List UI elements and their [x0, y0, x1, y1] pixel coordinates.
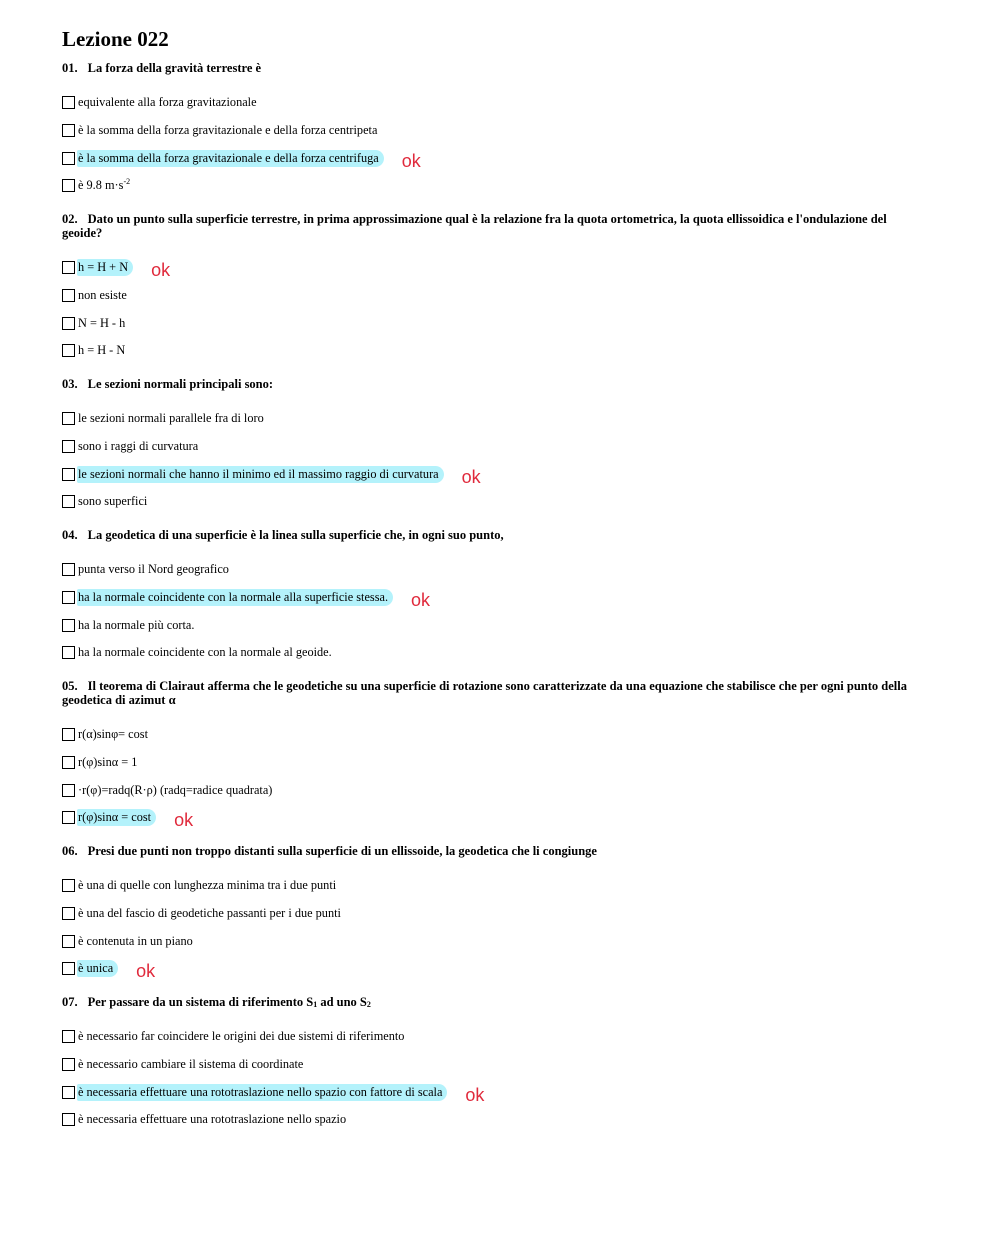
question-number: 07.: [62, 995, 78, 1009]
checkbox[interactable]: [62, 907, 75, 920]
answer-option[interactable]: [62, 309, 922, 337]
checkbox[interactable]: [62, 1030, 75, 1043]
answer-option[interactable]: [62, 337, 922, 365]
question-text-part: Per passare da un sistema di riferimento S: [87, 995, 314, 1009]
answer-label: sono i raggi di curvatura: [78, 439, 199, 454]
answer-label: è 9.8 m·s: [78, 178, 124, 193]
answer-option[interactable]: [62, 460, 922, 488]
question-number: 04.: [62, 528, 78, 542]
answer-text: [77, 960, 118, 977]
checkbox[interactable]: [62, 468, 75, 481]
answer-option[interactable]: [62, 611, 922, 639]
checkbox[interactable]: [62, 317, 75, 330]
answer-option[interactable]: [62, 639, 922, 667]
question-block: [62, 377, 922, 516]
answer-label: ·r(φ)=radq(R·ρ) (radq=radice quadrata): [78, 782, 273, 797]
subscript: 2: [366, 1000, 371, 1009]
checkbox[interactable]: [62, 646, 75, 659]
answer-text: [77, 877, 341, 894]
checkbox[interactable]: [62, 1086, 75, 1099]
question-text: [62, 377, 922, 391]
answer-text: [77, 561, 234, 578]
answer-text: [77, 493, 152, 510]
checkbox[interactable]: [62, 879, 75, 892]
answer-option[interactable]: [62, 488, 922, 516]
answer-label: è la somma della forza gravitazionale e della forza centripeta: [78, 123, 378, 138]
answer-text: [77, 438, 203, 455]
answer-text: [77, 617, 199, 634]
question-label: Il teorema di Clairaut afferma che le geodetiche su una superficie di rotazione sono caratterizzate da una equazione che stabilisce che per ogni punto della geodetica di azimut α: [62, 679, 907, 707]
checkbox[interactable]: [62, 412, 75, 425]
answer-option[interactable]: [62, 1023, 922, 1051]
question-label: Le sezioni normali principali sono:: [87, 377, 274, 391]
answer-label: è una del fascio di geodetiche passanti per i due punti: [78, 906, 341, 921]
answer-text: [77, 287, 132, 304]
answer-label: è necessario far coincidere le origini dei due sistemi di riferimento: [78, 1029, 405, 1044]
superscript: -2: [123, 177, 131, 187]
answer-text: [77, 726, 153, 743]
answer-label: h = H - N: [78, 343, 126, 358]
question-block: [62, 61, 922, 200]
correct-mark: ok: [136, 961, 156, 982]
lesson-title: Lezione 022: [62, 27, 169, 51]
question-label: Presi due punti non troppo distanti sulla superficie di un ellissoide, la geodetica che li congiunge: [87, 844, 597, 858]
answer-option[interactable]: [62, 556, 922, 584]
answer-label: non esiste: [78, 288, 127, 303]
correct-mark: ok: [401, 150, 421, 171]
answer-text: [77, 1056, 308, 1073]
answer-option[interactable]: [62, 804, 922, 832]
answer-option[interactable]: [62, 584, 922, 612]
answer-text: [77, 1111, 351, 1128]
answer-label: le sezioni normali parallele fra di loro: [78, 411, 264, 426]
answer-label: punta verso il Nord geografico: [78, 562, 229, 577]
answer-text: [77, 1084, 447, 1101]
checkbox[interactable]: [62, 1058, 75, 1071]
question-label: La forza della gravità terrestre è: [87, 61, 262, 75]
checkbox[interactable]: [62, 289, 75, 302]
answer-label: è una di quelle con lunghezza minima tra i due punti: [78, 878, 337, 893]
question-number: 02.: [62, 212, 78, 226]
answer-option[interactable]: [62, 144, 922, 172]
answer-text: [77, 754, 142, 771]
question-number: 01.: [62, 61, 78, 75]
answer-text: [77, 782, 277, 799]
answer-label: N = H - h: [78, 315, 126, 330]
checkbox[interactable]: [62, 124, 75, 137]
answer-option[interactable]: [62, 1106, 922, 1134]
answer-text: [77, 644, 337, 661]
answer-option[interactable]: [62, 172, 922, 200]
answer-option[interactable]: [62, 776, 922, 804]
answer-label: è necessaria effettuare una rototraslazione nello spazio con fattore di scala: [78, 1084, 443, 1099]
answer-text: [77, 259, 133, 276]
answer-option[interactable]: [62, 1078, 922, 1106]
answer-option[interactable]: [62, 927, 922, 955]
answer-option[interactable]: [62, 282, 922, 310]
checkbox[interactable]: [62, 935, 75, 948]
answer-label: equivalente alla forza gravitazionale: [78, 95, 257, 110]
question-text: [62, 679, 922, 707]
correct-mark: ok: [465, 1084, 485, 1105]
correct-mark: ok: [411, 590, 431, 611]
checkbox[interactable]: [62, 728, 75, 741]
checkbox[interactable]: [62, 440, 75, 453]
answer-label: sono superfici: [78, 494, 148, 509]
question-label: Dato un punto sulla superficie terrestre, in prima approssimazione qual è la relazione fra la quota ortometrica, la quota ellissoidica e l'ondulazione del geoide?: [62, 212, 887, 240]
question-number: 03.: [62, 377, 78, 391]
question-text: [62, 844, 922, 858]
answer-option[interactable]: [62, 433, 922, 461]
answer-label: ha la normale coincidente con la normale al geoide.: [78, 645, 332, 660]
checkbox[interactable]: [62, 591, 75, 604]
answer-text: [77, 589, 393, 606]
answer-text: [77, 905, 346, 922]
answer-text: [77, 177, 135, 194]
checkbox[interactable]: [62, 495, 75, 508]
question-block: [62, 844, 922, 983]
question-text: [62, 212, 922, 240]
answer-text: [77, 1028, 409, 1045]
subscript: 1: [313, 1000, 318, 1009]
correct-mark: ok: [461, 466, 481, 487]
answer-label: ha la normale più corta.: [78, 617, 195, 632]
question-block: [62, 528, 922, 667]
checkbox[interactable]: [62, 96, 75, 109]
answer-option[interactable]: [62, 254, 922, 282]
question-label: La geodetica di una superficie è la linea sulla superficie che, in ogni suo punto,: [87, 528, 504, 542]
checkbox[interactable]: [62, 784, 75, 797]
answer-option[interactable]: [62, 872, 922, 900]
answer-text: [77, 150, 384, 167]
checkbox[interactable]: [62, 756, 75, 769]
checkbox[interactable]: [62, 619, 75, 632]
answer-option[interactable]: [62, 117, 922, 145]
checkbox[interactable]: [62, 261, 75, 274]
answer-option[interactable]: [62, 89, 922, 117]
answer-text: [77, 809, 156, 826]
checkbox[interactable]: [62, 811, 75, 824]
answer-label: è la somma della forza gravitazionale e della forza centrifuga: [78, 150, 379, 165]
answer-option[interactable]: [62, 955, 922, 983]
answer-option[interactable]: [62, 749, 922, 777]
answer-text: [77, 342, 130, 359]
answer-text: [77, 315, 130, 332]
checkbox[interactable]: [62, 1113, 75, 1126]
answer-label: r(φ)sinα = cost: [78, 810, 152, 825]
answer-label: r(α)sinφ= cost: [78, 727, 148, 742]
answer-text: [77, 933, 198, 950]
checkbox[interactable]: [62, 179, 75, 192]
answer-label: è necessaria effettuare una rototraslazione nello spazio: [78, 1112, 347, 1127]
answer-text: [77, 122, 382, 139]
answer-option[interactable]: [62, 721, 922, 749]
question-block: [62, 679, 922, 832]
answer-option[interactable]: [62, 1051, 922, 1079]
answer-label: è contenuta in un piano: [78, 933, 193, 948]
answer-text: [77, 94, 262, 111]
answer-label: le sezioni normali che hanno il minimo ed il massimo raggio di curvatura: [78, 466, 439, 481]
checkbox[interactable]: [62, 152, 75, 165]
answer-label: h = H + N: [78, 260, 129, 275]
answer-label: è necessario cambiare il sistema di coordinate: [78, 1057, 304, 1072]
answer-option[interactable]: [62, 405, 922, 433]
checkbox[interactable]: [62, 563, 75, 576]
answer-option[interactable]: [62, 900, 922, 928]
checkbox[interactable]: [62, 344, 75, 357]
checkbox[interactable]: [62, 962, 75, 975]
answer-label: è unica: [78, 961, 114, 976]
question-text: [62, 528, 922, 542]
question-text: [62, 995, 922, 1009]
question-block: [62, 212, 922, 365]
question-block: [62, 995, 922, 1134]
question-number: 06.: [62, 844, 78, 858]
answer-label: ha la normale coincidente con la normale alla superficie stessa.: [78, 590, 389, 605]
question-text-part: ad uno S: [317, 995, 367, 1009]
answer-text: [77, 410, 269, 427]
question-number: 05.: [62, 679, 78, 693]
answer-text: [77, 466, 444, 483]
question-text: [62, 61, 922, 75]
correct-mark: ok: [151, 260, 171, 281]
answer-label: r(φ)sinα = 1: [78, 755, 138, 770]
correct-mark: ok: [174, 810, 194, 831]
